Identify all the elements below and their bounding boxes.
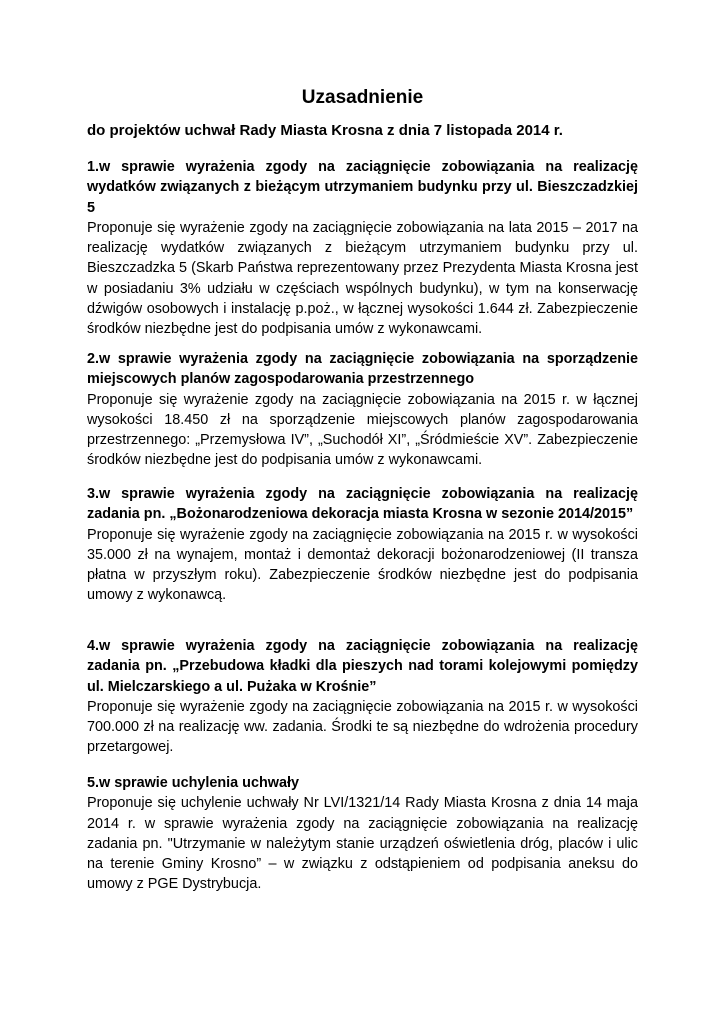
section-body: Proponuje się wyrażenie zgody na zaciągnięcie zobowiązania na 2015 r. w wysokości 35.000 zł na wynajem, montaż i demontaż dekoracji bożonarodzeniowej (II transza płatna w przyszłym roku). Zabezpieczenie środków niezbędne jest do podpisania umowy z wykonawcą. [87, 526, 638, 604]
section-4 [87, 636, 638, 758]
section-2 [87, 349, 638, 471]
section-heading: 5.w sprawie uchylenia uchwały [87, 775, 299, 791]
section-body: Proponuje się wyrażenie zgody na zaciągnięcie zobowiązania na 2015 r. w łącznej wysokości 18.450 zł na sporządzenie miejscowych planów zagospodarowania przestrzennego: „Przemysłowa IV”, „Suchodół XI”, „Śródmieście XV”. Zabezpieczenie środków niezbędne jest do podpisania umów z wykonawcami. [87, 391, 638, 469]
section-heading: 3.w sprawie wyrażenia zgody na zaciągnięcie zobowiązania na realizację zadania pn. „Bożonarodzeniowa dekoracja miasta Krosna w sezonie 2014/2015” [87, 486, 638, 523]
page-title: Uzasadnienie [301, 87, 424, 108]
section-3 [87, 484, 638, 606]
section-heading: 1.w sprawie wyrażenia zgody na zaciągnięcie zobowiązania na realizację wydatków związanych z bieżącym utrzymaniem budynku przy ul. Bieszczadzkiej 5 [87, 159, 638, 216]
section-body: Proponuje się uchylenie uchwały Nr LVI/1321/14 Rady Miasta Krosna z dnia 14 maja 2014 r. w sprawie wyrażenia zgody na zaciągnięcie zobowiązania na realizację zadania pn. "Utrzymanie w należytym stanie urządzeń oświetlenia dróg, placów i ulic na terenie Gminy Krosno” – w związku z odstąpieniem od podpisania aneksu do umowy z PGE Dystrybucja. [87, 795, 638, 893]
section-heading: 2.w sprawie wyrażenia zgody na zaciągnięcie zobowiązania na sporządzenie miejscowych planów zagospodarowania przestrzennego [87, 351, 638, 388]
section-body: Proponuje się wyrażenie zgody na zaciągnięcie zobowiązania na lata 2015 – 2017 na realizację wydatków związanych z bieżącym utrzymaniem budynku przy ul. Bieszczadzka 5 (Skarb Państwa reprezentowany przez Prezydenta Miasta Krosna jest w posiadaniu 3% udziału w częściach wspólnych budynku), w tym na konserwację dźwigów osobowych i instalację p.poż., w łącznej wysokości 1.644 zł. Zabezpieczenie środków niezbędne jest do podpisania umów z wykonawcami. [87, 219, 638, 338]
section-body: Proponuje się wyrażenie zgody na zaciągnięcie zobowiązania na 2015 r. w wysokości 700.000 zł na realizację ww. zadania. Środki te są niezbędne do wdrożenia procedury przetargowej. [87, 698, 638, 756]
page-subtitle: do projektów uchwał Rady Miasta Krosna z dnia 7 listopada 2014 r. [87, 122, 563, 139]
section-heading: 4.w sprawie wyrażenia zgody na zaciągnięcie zobowiązania na realizację zadania pn. „Przebudowa kładki dla pieszych nad torami kolejowymi pomiędzy ul. Mielczarskiego a ul. Pużaka w Krośnie” [87, 638, 638, 695]
section-5 [87, 773, 638, 895]
section-1 [87, 157, 638, 340]
